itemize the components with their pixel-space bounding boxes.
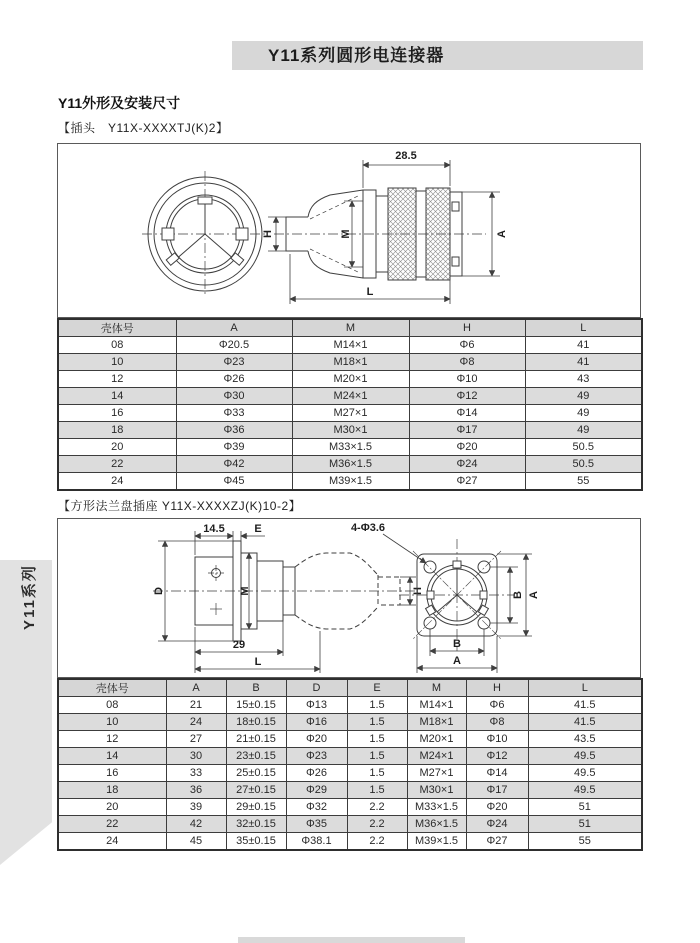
cell: 1.5 (347, 782, 407, 799)
cell: 21±0.15 (226, 731, 286, 748)
cell: Φ8 (409, 354, 525, 371)
dim-h2: H (412, 587, 424, 595)
cell: Φ16 (286, 714, 347, 731)
cell: M36×1.5 (292, 456, 409, 473)
page-title: Y11系列圆形电连接器 (268, 46, 445, 65)
cell: Φ26 (286, 765, 347, 782)
cell: 55 (525, 473, 642, 491)
cell: Φ38.1 (286, 833, 347, 851)
cell: 14 (58, 388, 176, 405)
cell: 12 (58, 731, 166, 748)
dim-m: M (340, 229, 352, 239)
cell: Φ17 (409, 422, 525, 439)
cell: 39 (166, 799, 226, 816)
plug-caption: 【插头 Y11X-XXXXTJ(K)2】 (58, 121, 229, 135)
table-row (58, 337, 642, 354)
cell: M39×1.5 (407, 833, 466, 851)
section-title: Y11外形及安装尺寸 (58, 95, 181, 111)
cell: 41 (525, 337, 642, 354)
cell: M30×1 (407, 782, 466, 799)
table-row (58, 731, 642, 748)
cell: M20×1 (292, 371, 409, 388)
cell: 41.5 (528, 714, 642, 731)
cell: Φ36 (176, 422, 292, 439)
cell: Φ14 (466, 765, 528, 782)
cell: 20 (58, 799, 166, 816)
table-row (58, 422, 642, 439)
cell: 1.5 (347, 765, 407, 782)
plug-figure-box (57, 143, 641, 318)
column-header: A (166, 679, 226, 697)
cell: 36 (166, 782, 226, 799)
column-header: 壳体号 (58, 319, 176, 337)
socket-dimension-table (57, 678, 643, 851)
cell: 41.5 (528, 697, 642, 714)
dim-l2: L (254, 656, 262, 668)
dim-14-5: 14.5 (203, 523, 225, 535)
cell: 15±0.15 (226, 697, 286, 714)
cell: Φ30 (176, 388, 292, 405)
cell: 41 (525, 354, 642, 371)
cell: 08 (58, 337, 176, 354)
page-header-bar (232, 41, 643, 70)
dim-m2: M (239, 586, 251, 596)
plug-drawing (58, 144, 640, 317)
table-row (58, 748, 642, 765)
cell: 50.5 (525, 439, 642, 456)
table-row (58, 765, 642, 782)
plug-front-view (142, 171, 268, 297)
cell: Φ6 (409, 337, 525, 354)
cell: Φ42 (176, 456, 292, 473)
dim-holes: 4-Φ3.6 (350, 522, 386, 534)
plug-side-view (274, 188, 486, 280)
cell: 32±0.15 (226, 816, 286, 833)
dim-d: D (153, 587, 165, 595)
cell: M30×1 (292, 422, 409, 439)
table-row (58, 816, 642, 833)
column-header: L (525, 319, 642, 337)
cell: 22 (58, 816, 166, 833)
cell: 24 (58, 833, 166, 851)
cell: Φ12 (409, 388, 525, 405)
cell: Φ13 (286, 697, 347, 714)
cell: 27±0.15 (226, 782, 286, 799)
socket-caption: 【方形法兰盘插座 Y11X-XXXXZJ(K)10-2】 (58, 499, 302, 513)
cell: M14×1 (407, 697, 466, 714)
column-header: D (286, 679, 347, 697)
cell: Φ20.5 (176, 337, 292, 354)
dim-b-horizontal: B (453, 638, 461, 650)
cell: 08 (58, 697, 166, 714)
cell: Φ33 (176, 405, 292, 422)
cell: M36×1.5 (407, 816, 466, 833)
plug-dimensions (262, 150, 508, 304)
cell: Φ27 (409, 473, 525, 491)
cell: 50.5 (525, 456, 642, 473)
cell: Φ12 (466, 748, 528, 765)
cell: 21 (166, 697, 226, 714)
cell: M18×1 (292, 354, 409, 371)
cell: Φ6 (466, 697, 528, 714)
dim-l: L (366, 286, 374, 298)
column-header: M (407, 679, 466, 697)
cell: 2.2 (347, 833, 407, 851)
table-row (58, 782, 642, 799)
cell: 16 (58, 765, 166, 782)
cell: 51 (528, 816, 642, 833)
cell: Φ27 (466, 833, 528, 851)
dim-e: E (254, 523, 262, 535)
cell: Φ39 (176, 439, 292, 456)
cell: 18±0.15 (226, 714, 286, 731)
cell: Φ8 (466, 714, 528, 731)
cell: Φ20 (286, 731, 347, 748)
cell: 23±0.15 (226, 748, 286, 765)
cell: Φ10 (466, 731, 528, 748)
cell: 49 (525, 405, 642, 422)
column-header: H (466, 679, 528, 697)
dim-29: 29 (232, 639, 246, 651)
column-header: H (409, 319, 525, 337)
cell: 43 (525, 371, 642, 388)
dim-a: A (496, 230, 508, 238)
table-row (58, 354, 642, 371)
header-row (58, 319, 642, 337)
cell: 45 (166, 833, 226, 851)
cell: M24×1 (407, 748, 466, 765)
cell: 25±0.15 (226, 765, 286, 782)
cell: 1.5 (347, 748, 407, 765)
column-header: A (176, 319, 292, 337)
table-row (58, 439, 642, 456)
column-header: 壳体号 (58, 679, 166, 697)
cell: M20×1 (407, 731, 466, 748)
cell: Φ14 (409, 405, 525, 422)
cell: 10 (58, 714, 166, 731)
series-side-label: Y11系列 (21, 564, 38, 630)
table-row (58, 371, 642, 388)
table-row (58, 714, 642, 731)
cell: 18 (58, 782, 166, 799)
cell: Φ32 (286, 799, 347, 816)
cell: M33×1.5 (407, 799, 466, 816)
cell: 20 (58, 439, 176, 456)
cell: 24 (58, 473, 176, 491)
table-row (58, 388, 642, 405)
table-row (58, 833, 642, 851)
dim-b-vertical: B (512, 591, 524, 599)
cell: Φ26 (176, 371, 292, 388)
cell: 2.2 (347, 799, 407, 816)
table-row (58, 697, 642, 714)
table-row (58, 473, 642, 491)
socket-drawing (58, 519, 640, 677)
dim-a-horizontal: A (453, 655, 461, 667)
cell: 30 (166, 748, 226, 765)
cell: 49.5 (528, 782, 642, 799)
cell: 24 (166, 714, 226, 731)
cell: 49.5 (528, 765, 642, 782)
socket-figure-box (57, 518, 641, 678)
cell: 49 (525, 388, 642, 405)
cell: 16 (58, 405, 176, 422)
table-row (58, 799, 642, 816)
cell: 29±0.15 (226, 799, 286, 816)
socket-side-dimensions (153, 523, 424, 673)
cell: 43.5 (528, 731, 642, 748)
column-header: E (347, 679, 407, 697)
page-footer-bar (238, 937, 465, 943)
column-header: M (292, 319, 409, 337)
cell: 10 (58, 354, 176, 371)
table-row (58, 456, 642, 473)
dim-28-5: 28.5 (395, 150, 417, 162)
cell: M24×1 (292, 388, 409, 405)
cell: 33 (166, 765, 226, 782)
cell: 1.5 (347, 714, 407, 731)
cell: 1.5 (347, 697, 407, 714)
header-row (58, 679, 642, 697)
cell: 42 (166, 816, 226, 833)
cell: Φ10 (409, 371, 525, 388)
plug-dimension-table (57, 318, 643, 491)
cell: Φ24 (409, 456, 525, 473)
cell: 27 (166, 731, 226, 748)
cell: Φ17 (466, 782, 528, 799)
cell: Φ20 (409, 439, 525, 456)
cell: M14×1 (292, 337, 409, 354)
cell: M27×1 (407, 765, 466, 782)
cell: M27×1 (292, 405, 409, 422)
table-row (58, 405, 642, 422)
socket-front-dimensions (351, 522, 540, 673)
cell: 2.2 (347, 816, 407, 833)
cell: 18 (58, 422, 176, 439)
cell: M18×1 (407, 714, 466, 731)
column-header: B (226, 679, 286, 697)
column-header: L (528, 679, 642, 697)
cell: M39×1.5 (292, 473, 409, 491)
cell: 49 (525, 422, 642, 439)
dim-h: H (262, 230, 274, 238)
cell: 1.5 (347, 731, 407, 748)
cell: 55 (528, 833, 642, 851)
cell: 12 (58, 371, 176, 388)
cell: Φ35 (286, 816, 347, 833)
dim-a-vertical: A (528, 591, 540, 599)
cell: Φ23 (176, 354, 292, 371)
cell: 51 (528, 799, 642, 816)
cell: 35±0.15 (226, 833, 286, 851)
cell: Φ20 (466, 799, 528, 816)
cell: 14 (58, 748, 166, 765)
cell: M33×1.5 (292, 439, 409, 456)
cell: 49.5 (528, 748, 642, 765)
cell: 22 (58, 456, 176, 473)
cell: Φ29 (286, 782, 347, 799)
cell: Φ45 (176, 473, 292, 491)
cell: Φ24 (466, 816, 528, 833)
cell: Φ23 (286, 748, 347, 765)
socket-side-view (153, 541, 418, 641)
